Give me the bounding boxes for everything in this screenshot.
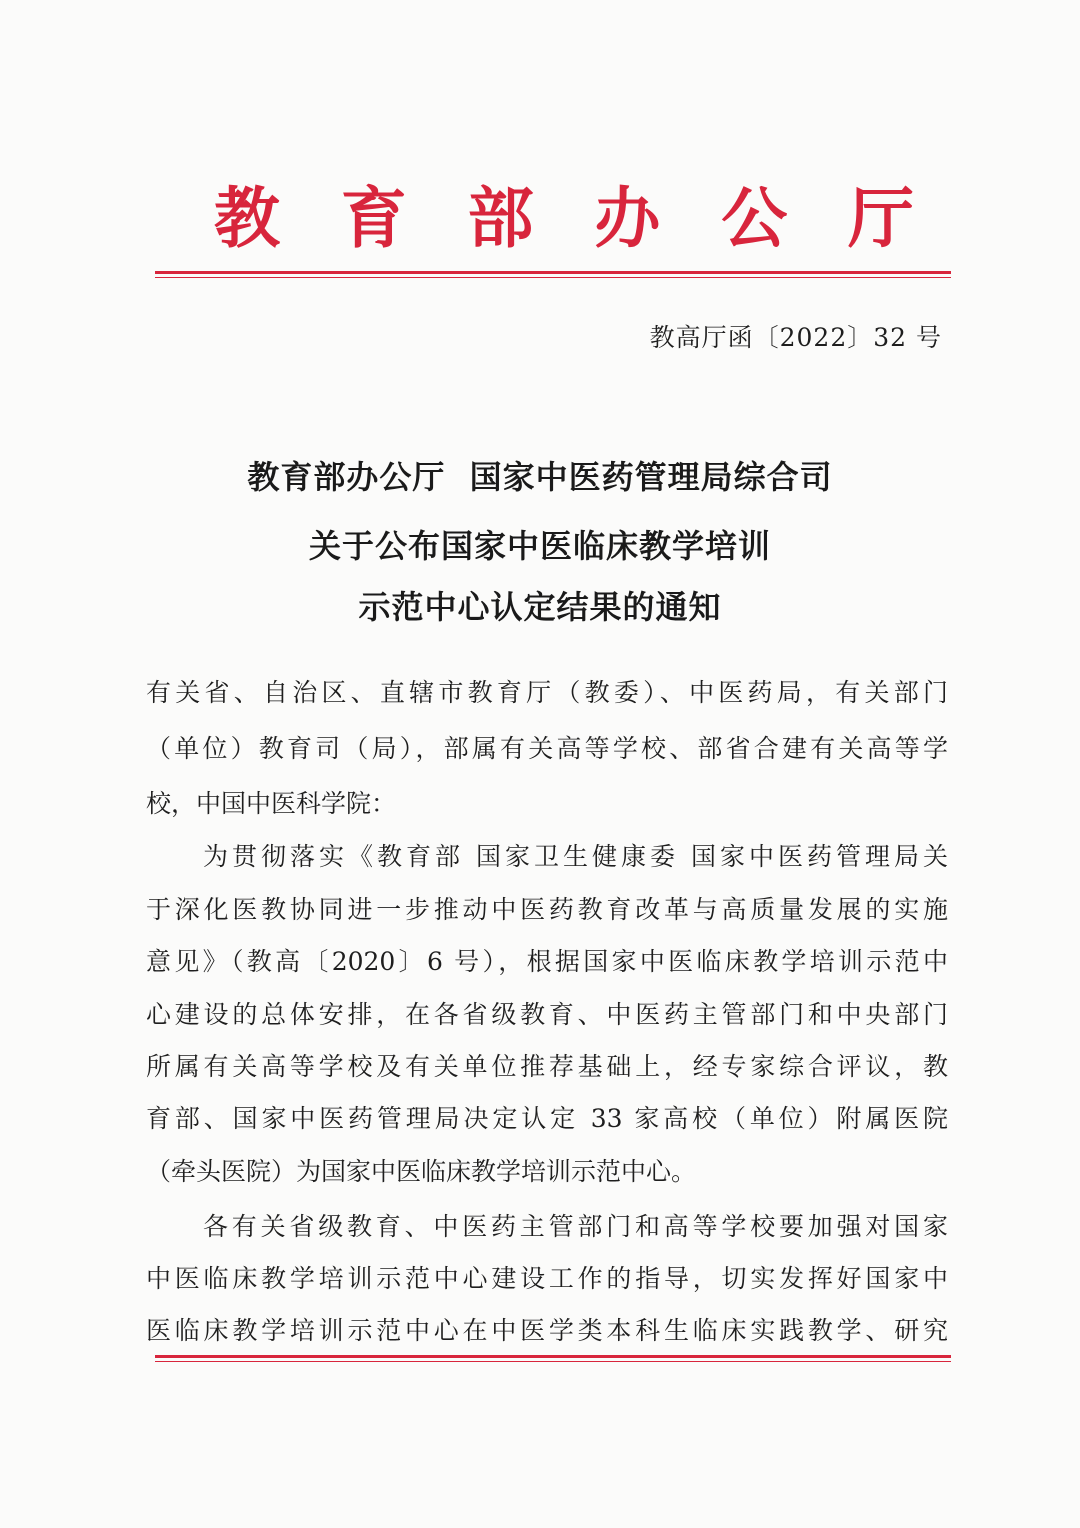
masthead-char: 育: [340, 179, 407, 257]
masthead-char: 公: [721, 179, 788, 257]
addressee-line: 校，中国中医科学院：: [146, 789, 397, 818]
body-line: 中医临床教学培训示范中心建设工作的指导，切实发挥好国家中: [146, 1264, 948, 1293]
document-number: 教高厅函〔2022〕32 号: [649, 323, 942, 352]
body-line: 为贯彻落实《教育部 国家卫生健康委 国家中医药管理局关: [203, 842, 948, 871]
body-line: 于深化医教协同进一步推动中医药教育改革与高质量发展的实施: [146, 895, 948, 924]
masthead-title: [214, 178, 914, 258]
body-line: 各有关省级教育、中医药主管部门和高等学校要加强对国家: [203, 1212, 948, 1241]
masthead-char: 办: [594, 179, 661, 257]
document-title-line-1: 教育部办公厅 国家中医药管理局综合司: [247, 458, 833, 496]
masthead-char: 部: [467, 179, 534, 257]
body-line: 意见》（教高〔2020〕6 号），根据国家中医临床教学培训示范中: [146, 947, 948, 976]
masthead-char: 教: [214, 179, 280, 257]
body-line: （牵头医院）为国家中医临床教学培训示范中心。: [146, 1157, 697, 1186]
addressee-line: 有关省、自治区、直辖市教育厅（教委）、中医药局，有关部门: [146, 678, 948, 707]
red-divider-top: [155, 271, 951, 278]
body-line: 心建设的总体安排，在各省级教育、中医药主管部门和中央部门: [146, 1000, 948, 1029]
red-divider-bottom: [155, 1355, 951, 1362]
body-line: 医临床教学培训示范中心在中医学类本科生临床实践教学、研究: [146, 1316, 948, 1345]
addressee-line: （单位）教育司（局），部属有关高等学校、部省合建有关高等学: [146, 734, 948, 763]
document-title-line-3: 示范中心认定结果的通知: [358, 588, 722, 626]
document-title-line-2: 关于公布国家中医临床教学培训: [308, 527, 771, 565]
body-line: 育部、国家中医药管理局决定认定 33 家高校（单位）附属医院: [146, 1104, 948, 1133]
masthead-char: 厅: [847, 179, 914, 257]
body-line: 所属有关高等学校及有关单位推荐基础上，经专家综合评议，教: [146, 1052, 948, 1081]
